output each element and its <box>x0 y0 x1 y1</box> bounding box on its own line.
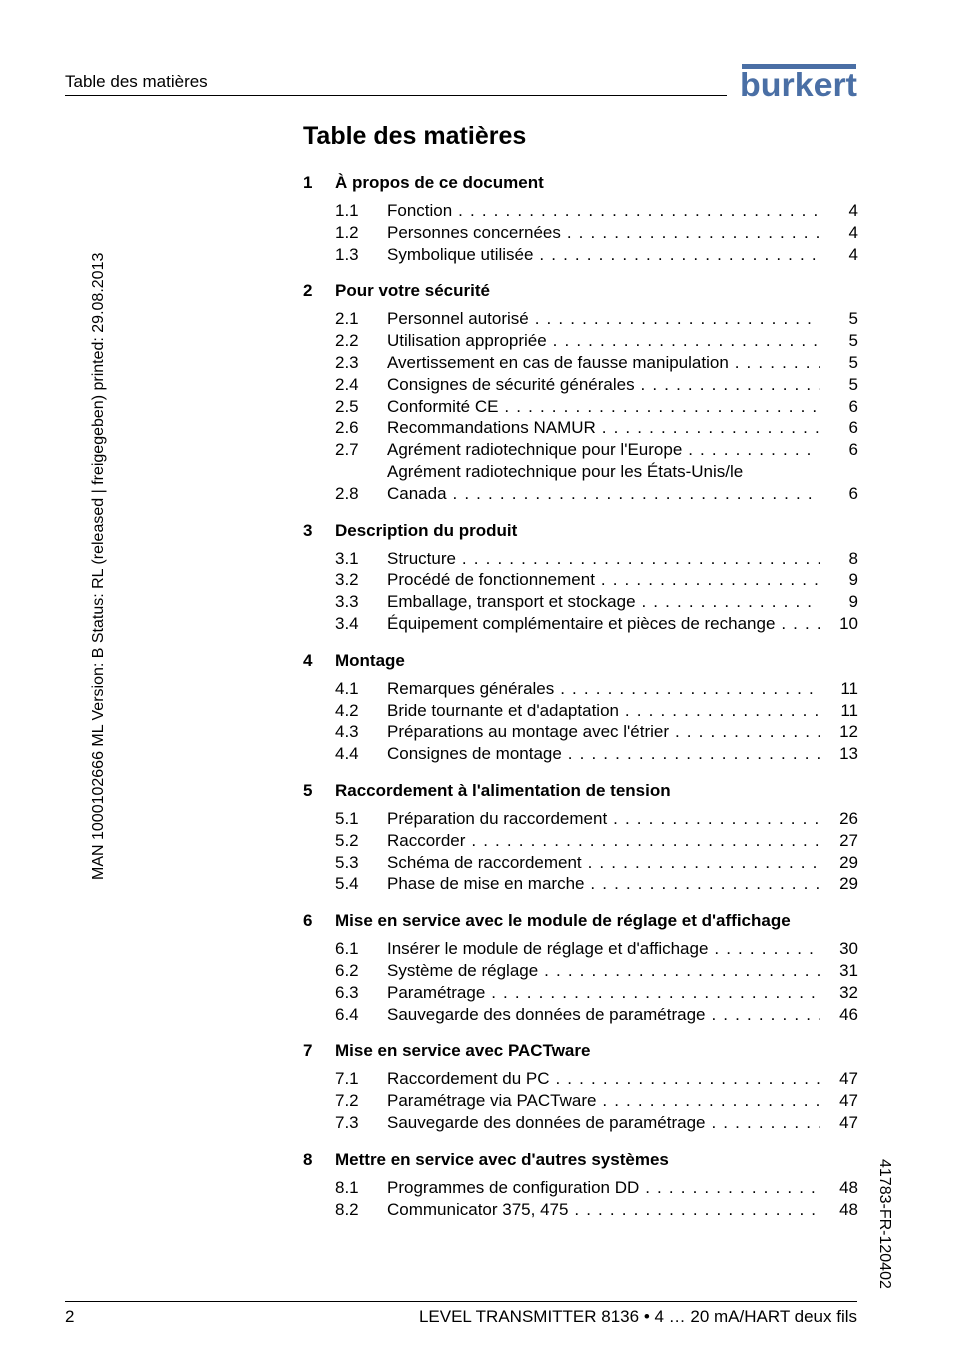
entry-number: 4.1 <box>335 678 359 698</box>
entry-page: 29 <box>839 874 858 894</box>
toc-entry[interactable] <box>303 200 858 222</box>
entry-title <box>387 1068 820 1090</box>
entry-title <box>387 1090 820 1112</box>
toc-entry[interactable] <box>303 808 858 830</box>
entry-page: 9 <box>848 570 858 590</box>
page-title: Table des matières <box>303 122 527 150</box>
entry-title <box>387 960 820 982</box>
entry-title <box>387 308 820 330</box>
entry-title-text: Raccorder <box>387 830 466 850</box>
toc-section-heading[interactable] <box>303 910 858 932</box>
toc-entry[interactable] <box>303 569 858 591</box>
entry-title <box>387 721 820 743</box>
toc-section <box>303 650 858 765</box>
toc-entry[interactable] <box>303 1004 858 1026</box>
toc-entry[interactable] <box>303 678 858 700</box>
entry-number: 2.1 <box>335 309 359 329</box>
footer-divider <box>65 1301 857 1302</box>
entry-title-text: Phase de mise en marche <box>387 874 585 894</box>
entry-title <box>387 396 820 418</box>
toc-section-heading[interactable] <box>303 1040 858 1062</box>
entry-title <box>387 374 820 396</box>
entry-title-text: Emballage, transport et stockage <box>387 592 636 612</box>
toc-entry[interactable] <box>303 308 858 330</box>
entry-number: 7.2 <box>335 1091 359 1111</box>
entry-number: 4.2 <box>335 700 359 720</box>
section-title: Description du produit <box>335 520 518 540</box>
section-title: À propos de ce document <box>335 173 544 192</box>
toc-entry[interactable] <box>303 1199 858 1221</box>
entry-page: 12 <box>839 722 858 742</box>
toc-entry[interactable] <box>303 700 858 722</box>
entry-page: 4 <box>848 201 858 220</box>
entry-number: 2.8 <box>335 483 359 503</box>
entry-title <box>387 852 820 874</box>
entry-page: 6 <box>848 418 858 438</box>
toc-entry[interactable] <box>303 873 858 895</box>
entry-title-text: Équipement complémentaire et pièces de rechange <box>387 613 776 633</box>
entry-title <box>387 1004 820 1026</box>
document-status-sidebar: MAN 1000102666 ML Version: B Status: RL (released | freigegeben) printed: 29.08.2013 <box>90 252 107 880</box>
entry-page: 6 <box>848 440 858 460</box>
entry-title-text: Recommandations NAMUR <box>387 418 596 438</box>
entry-title <box>387 613 820 635</box>
entry-page: 47 <box>839 1091 858 1111</box>
entry-title <box>387 439 820 461</box>
entry-title-text: Communicator 375, 475 <box>387 1199 569 1219</box>
toc-entry[interactable] <box>303 1068 858 1090</box>
entry-number: 5.4 <box>335 874 359 894</box>
entry-number: 8.1 <box>335 1177 359 1197</box>
entry-title <box>387 330 820 352</box>
entry-title <box>387 873 820 895</box>
toc-section-heading[interactable] <box>303 1149 858 1171</box>
toc-entry[interactable] <box>303 548 858 570</box>
entry-title <box>387 700 820 722</box>
entry-page: 5 <box>848 309 858 329</box>
entry-title-text: Préparation du raccordement <box>387 808 608 828</box>
toc-entry[interactable] <box>303 743 858 765</box>
entry-title-text: Fonction <box>387 201 453 220</box>
section-number: 3 <box>303 520 313 540</box>
entry-page: 11 <box>840 700 858 720</box>
entry-title-text: Raccordement du PC <box>387 1069 550 1089</box>
toc-entry[interactable] <box>303 830 858 852</box>
entry-title <box>387 222 820 244</box>
entry-page: 30 <box>839 939 858 959</box>
toc-section <box>303 910 858 1025</box>
entry-title <box>387 938 820 960</box>
entry-title <box>387 200 820 222</box>
entry-title <box>387 1112 820 1134</box>
entry-page: 6 <box>848 396 858 416</box>
toc-entry[interactable] <box>303 1090 858 1112</box>
toc-entry[interactable] <box>303 591 858 613</box>
page-number: 2 <box>65 1307 75 1326</box>
entry-title-text: Symbolique utilisée <box>387 244 534 264</box>
entry-title <box>387 808 820 830</box>
entry-title-text: Personnel autorisé <box>387 309 529 329</box>
entry-page: 4 <box>848 244 858 264</box>
toc-section-heading[interactable] <box>303 172 858 194</box>
entry-title <box>387 982 820 1004</box>
toc-entry[interactable] <box>303 352 858 374</box>
toc-entry[interactable] <box>303 938 858 960</box>
entry-number: 3.1 <box>335 548 359 568</box>
entry-page: 48 <box>839 1199 858 1219</box>
section-title: Pour votre sécurité <box>335 281 490 301</box>
entry-title-text: Remarques générales <box>387 678 555 698</box>
entry-page: 4 <box>848 222 858 242</box>
section-number: 2 <box>303 281 313 301</box>
toc-entry[interactable] <box>303 1112 858 1134</box>
entry-title-text: Consignes de montage <box>387 744 562 764</box>
entry-number: 5.2 <box>335 830 359 850</box>
entry-page: 8 <box>848 548 858 568</box>
section-title: Mettre en service avec d'autres systèmes <box>335 1149 669 1169</box>
burkert-logo <box>740 62 858 102</box>
entry-number: 4.3 <box>335 722 359 742</box>
entry-title-text: Sauvegarde des données de paramétrage <box>387 1112 706 1132</box>
table-of-contents <box>303 172 858 1235</box>
entry-page: 47 <box>839 1069 858 1089</box>
entry-number: 2.7 <box>335 440 359 460</box>
entry-title-text: Structure <box>387 548 456 568</box>
entry-page: 48 <box>839 1177 858 1197</box>
entry-page: 11 <box>840 678 858 698</box>
section-number: 1 <box>303 173 313 192</box>
entry-title <box>387 743 820 765</box>
section-number: 5 <box>303 780 313 800</box>
header-divider <box>65 95 727 96</box>
entry-page: 47 <box>839 1112 858 1132</box>
entry-number: 5.1 <box>335 808 359 828</box>
entry-number: 3.4 <box>335 613 359 633</box>
entry-title <box>387 569 820 591</box>
entry-number: 4.4 <box>335 744 359 764</box>
svg-text:burkert: burkert <box>740 66 858 102</box>
entry-title-line1: Agrément radiotechnique pour les États-Unis/le <box>387 461 744 481</box>
section-number: 4 <box>303 650 313 670</box>
entry-title <box>387 678 820 700</box>
entry-page: 5 <box>848 331 858 351</box>
entry-title <box>387 591 820 613</box>
toc-section <box>303 1149 858 1221</box>
entry-title-text: Conformité CE <box>387 396 499 416</box>
entry-number: 8.2 <box>335 1199 359 1219</box>
entry-number: 2.4 <box>335 374 359 394</box>
section-title: Mise en service avec le module de réglage et d'affichage <box>335 911 791 931</box>
entry-number: 6.2 <box>335 960 359 980</box>
section-title: Raccordement à l'alimentation de tension <box>335 780 671 800</box>
toc-section <box>303 172 858 265</box>
toc-section <box>303 1040 858 1133</box>
toc-section-heading[interactable] <box>303 520 858 542</box>
entry-title-text: Procédé de fonctionnement <box>387 570 595 590</box>
entry-page: 32 <box>839 982 858 1002</box>
toc-entry[interactable] <box>303 222 858 244</box>
entry-number: 7.3 <box>335 1112 359 1132</box>
entry-title-text: Système de réglage <box>387 960 539 980</box>
toc-section <box>303 280 858 504</box>
toc-entry[interactable] <box>303 960 858 982</box>
toc-entry[interactable] <box>303 417 858 439</box>
entry-title-text: Insérer le module de réglage et d'affichage <box>387 939 709 959</box>
entry-page: 5 <box>848 352 858 372</box>
entry-page: 10 <box>839 613 858 633</box>
entry-page: 5 <box>848 374 858 394</box>
entry-number: 1.1 <box>335 201 359 220</box>
entry-number: 2.3 <box>335 352 359 372</box>
entry-title-text: Programmes de configuration DD <box>387 1177 640 1197</box>
entry-title <box>387 830 820 852</box>
entry-title <box>387 244 820 266</box>
toc-entry[interactable] <box>303 330 858 352</box>
footer-product-title: LEVEL TRANSMITTER 8136 • 4 … 20 mA/HART deux fils <box>418 1307 857 1326</box>
running-header: Table des matières <box>65 72 208 91</box>
entry-title-text: Consignes de sécurité générales <box>387 374 635 394</box>
toc-entry[interactable] <box>303 439 858 461</box>
entry-number: 6.4 <box>335 1004 359 1024</box>
entry-number: 5.3 <box>335 852 359 872</box>
toc-section-heading[interactable] <box>303 650 858 672</box>
toc-section-heading[interactable] <box>303 280 858 302</box>
entry-title-text: Personnes concernées <box>387 222 561 242</box>
entry-page: 31 <box>839 960 858 980</box>
entry-page: 46 <box>839 1004 858 1024</box>
entry-title <box>387 461 820 505</box>
entry-page: 9 <box>848 592 858 612</box>
toc-entry[interactable] <box>303 613 858 635</box>
entry-number: 3.3 <box>335 592 359 612</box>
toc-entry[interactable] <box>303 244 858 266</box>
section-number: 7 <box>303 1041 313 1061</box>
entry-number: 7.1 <box>335 1069 359 1089</box>
entry-number: 2.6 <box>335 418 359 438</box>
toc-entry[interactable] <box>303 982 858 1004</box>
section-title: Mise en service avec PACTware <box>335 1041 591 1061</box>
entry-title-text: Préparations au montage avec l'étrier <box>387 722 670 742</box>
entry-title-text: Bride tournante et d'adaptation <box>387 700 619 720</box>
entry-title <box>387 352 820 374</box>
entry-number: 3.2 <box>335 570 359 590</box>
entry-number: 1.2 <box>335 222 359 242</box>
entry-title <box>387 548 820 570</box>
toc-entry[interactable] <box>303 396 858 418</box>
toc-section <box>303 520 858 635</box>
entry-number: 1.3 <box>335 244 359 264</box>
entry-number: 2.2 <box>335 331 359 351</box>
toc-entry[interactable] <box>303 374 858 396</box>
entry-title-text: Utilisation appropriée <box>387 331 547 351</box>
entry-page: 13 <box>839 744 858 764</box>
toc-entry[interactable] <box>303 852 858 874</box>
entry-title <box>387 1177 820 1199</box>
entry-number: 6.3 <box>335 982 359 1002</box>
entry-title <box>387 417 820 439</box>
entry-title-text: Sauvegarde des données de paramétrage <box>387 1004 706 1024</box>
entry-page: 6 <box>848 483 858 503</box>
entry-page: 29 <box>839 852 858 872</box>
entry-page: 26 <box>839 808 858 828</box>
entry-title-text: Avertissement en cas de fausse manipulation <box>387 352 729 372</box>
section-number: 6 <box>303 911 313 931</box>
toc-entry[interactable] <box>303 1177 858 1199</box>
toc-entry[interactable] <box>303 461 858 505</box>
entry-title-text: Paramétrage via PACTware <box>387 1091 597 1111</box>
entry-title <box>387 1199 820 1221</box>
section-title: Montage <box>335 650 405 670</box>
toc-section <box>303 780 858 895</box>
entry-number: 6.1 <box>335 939 359 959</box>
entry-title-text: Schéma de raccordement <box>387 852 582 872</box>
toc-entry[interactable] <box>303 721 858 743</box>
entry-number: 2.5 <box>335 396 359 416</box>
entry-title-text: Paramétrage <box>387 982 486 1002</box>
entry-title-text: Agrément radiotechnique pour l'Europe <box>387 440 683 460</box>
entry-title-line2: Canada <box>387 483 447 503</box>
entry-page: 27 <box>839 830 858 850</box>
document-code-sidebar: 41783-FR-120402 <box>876 1159 893 1289</box>
toc-section-heading[interactable] <box>303 780 858 802</box>
section-number: 8 <box>303 1149 313 1169</box>
